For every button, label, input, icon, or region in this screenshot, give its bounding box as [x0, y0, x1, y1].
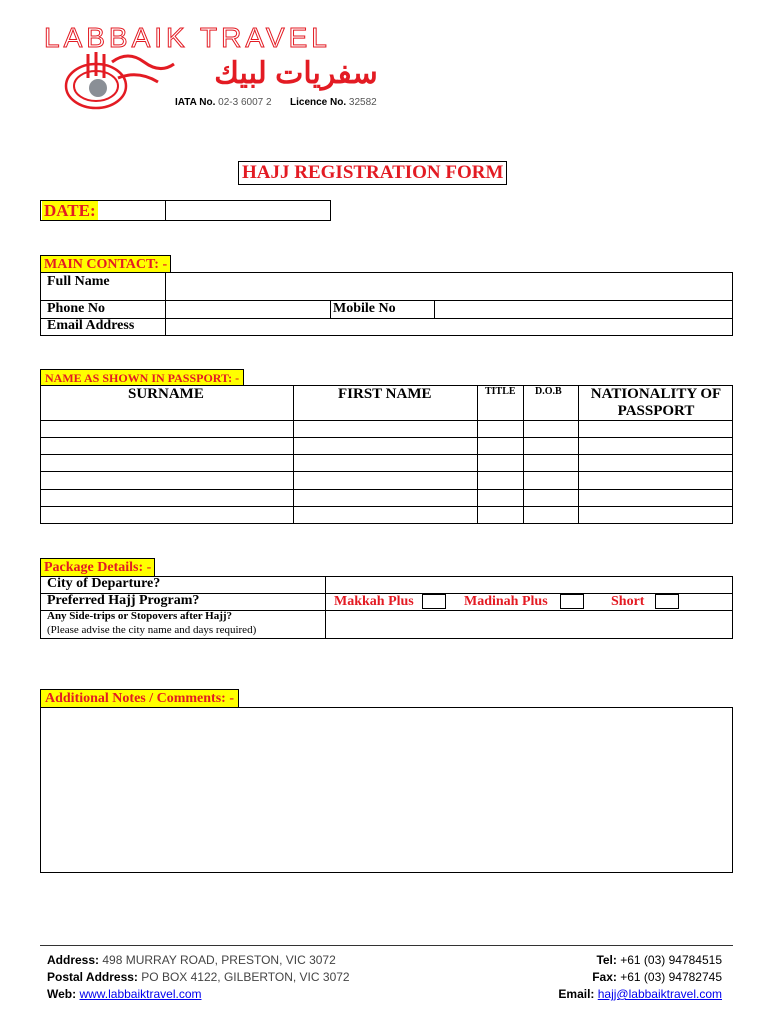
passport-cell-surname[interactable]	[41, 421, 292, 436]
email-footer-label: Email:	[558, 987, 595, 1001]
side-trips-hint: (Please advise the city name and days required)	[47, 624, 257, 636]
licence-value: 32582	[348, 97, 377, 108]
email-label: Email Address	[47, 318, 135, 333]
full-name-label: Full Name	[47, 274, 110, 289]
footer-divider	[40, 945, 733, 946]
option-short-label: Short	[611, 594, 645, 609]
licence-number	[290, 97, 377, 108]
passport-cell-first-name[interactable]	[294, 490, 476, 505]
package-heading: Package Details: -	[40, 558, 155, 577]
iata-value: 02-3 6007 2	[218, 97, 272, 108]
col-line	[325, 576, 326, 639]
phone-field[interactable]	[167, 301, 329, 317]
mobile-label: Mobile No	[333, 301, 396, 316]
passport-cell-nationality[interactable]	[579, 507, 732, 522]
passport-cell-nationality[interactable]	[579, 472, 732, 487]
side-trips-label: Any Side-trips or Stopovers after Hajj?	[47, 610, 233, 622]
address-label: Address:	[47, 953, 100, 967]
option-makkah-plus-checkbox[interactable]	[422, 594, 446, 609]
col-line	[165, 272, 166, 336]
passport-cell-surname[interactable]	[41, 507, 292, 522]
logo-emblem	[58, 48, 178, 110]
passport-cell-first-name[interactable]	[294, 421, 476, 436]
passport-cell-dob[interactable]	[524, 455, 577, 470]
passport-cell-title[interactable]	[478, 507, 522, 522]
iata-number	[175, 97, 272, 108]
passport-cell-surname[interactable]	[41, 455, 292, 470]
passport-cell-first-name[interactable]	[294, 472, 476, 487]
passport-cell-title[interactable]	[478, 438, 522, 453]
date-label: DATE:	[44, 201, 96, 220]
form-title: HAJJ REGISTRATION FORM	[238, 161, 507, 185]
email-field[interactable]	[167, 319, 731, 335]
col-header-dob: D.O.B	[535, 386, 562, 397]
mobile-field[interactable]	[436, 301, 732, 317]
passport-cell-dob[interactable]	[524, 490, 577, 505]
passport-cell-dob[interactable]	[524, 421, 577, 436]
full-name-field[interactable]	[167, 273, 731, 299]
passport-cell-title[interactable]	[478, 490, 522, 505]
passport-cell-first-name[interactable]	[294, 507, 476, 522]
passport-cell-first-name[interactable]	[294, 455, 476, 470]
col-line	[330, 300, 331, 318]
passport-cell-surname[interactable]	[41, 472, 292, 487]
passport-cell-dob[interactable]	[524, 472, 577, 487]
footer-tel	[596, 952, 722, 969]
side-trips-field[interactable]	[327, 611, 731, 638]
passport-cell-first-name[interactable]	[294, 438, 476, 453]
col-header-first-name: FIRST NAME	[338, 386, 432, 402]
email-link[interactable]: hajj@labbaiktravel.com	[597, 987, 722, 1001]
option-madinah-plus-label: Madinah Plus	[464, 594, 548, 609]
notes-field[interactable]	[40, 707, 733, 873]
footer-address	[47, 952, 336, 969]
passport-cell-surname[interactable]	[41, 490, 292, 505]
main-contact-heading: MAIN CONTACT: -	[40, 255, 171, 273]
col-header-surname: SURNAME	[128, 386, 204, 402]
web-link[interactable]: www.labbaiktravel.com	[79, 987, 202, 1001]
city-field[interactable]	[327, 577, 731, 592]
option-short-checkbox[interactable]	[655, 594, 679, 609]
brand-name: LABBAIK TRAVEL	[44, 22, 331, 53]
phone-label: Phone No	[47, 301, 105, 316]
passport-cell-nationality[interactable]	[579, 438, 732, 453]
col-header-title: TITLE	[485, 386, 516, 397]
city-label: City of Departure?	[47, 576, 161, 591]
footer-fax	[592, 969, 722, 986]
date-field[interactable]	[167, 201, 329, 220]
tel-value: +61 (03) 94784515	[620, 953, 722, 967]
address-value: 498 MURRAY ROAD, PRESTON, VIC 3072	[102, 953, 336, 967]
postal-label: Postal Address:	[47, 970, 138, 984]
passport-cell-nationality[interactable]	[579, 421, 732, 436]
passport-cell-nationality[interactable]	[579, 455, 732, 470]
passport-cell-surname[interactable]	[41, 438, 292, 453]
option-madinah-plus-checkbox[interactable]	[560, 594, 584, 609]
footer-web	[47, 986, 202, 1003]
program-label: Preferred Hajj Program?	[47, 593, 200, 608]
web-label: Web:	[47, 987, 77, 1001]
footer-postal	[47, 969, 350, 986]
passport-cell-dob[interactable]	[524, 438, 577, 453]
iata-label: IATA No.	[175, 97, 216, 108]
passport-cell-title[interactable]	[478, 421, 522, 436]
brand-arabic: سفريات لبيك	[214, 57, 378, 90]
footer-email	[558, 986, 722, 1003]
col-header-nationality	[579, 386, 733, 420]
date-divider	[165, 200, 166, 221]
passport-cell-nationality[interactable]	[579, 490, 732, 505]
licence-label: Licence No.	[290, 97, 347, 108]
option-makkah-plus-label: Makkah Plus	[334, 594, 414, 609]
notes-heading: Additional Notes / Comments: -	[40, 689, 239, 708]
postal-value: PO BOX 4122, GILBERTON, VIC 3072	[141, 970, 350, 984]
passport-cell-title[interactable]	[478, 472, 522, 487]
passport-heading: NAME AS SHOWN IN PASSPORT: -	[40, 369, 244, 386]
tel-label: Tel:	[596, 953, 617, 967]
col-header-nationality-line1: NATIONALITY OF	[590, 386, 722, 402]
col-line	[434, 300, 435, 318]
fax-value: +61 (03) 94782745	[620, 970, 722, 984]
passport-cell-title[interactable]	[478, 455, 522, 470]
col-header-nationality-line2: PASSPORT	[617, 403, 695, 419]
fax-label: Fax:	[592, 970, 617, 984]
passport-cell-dob[interactable]	[524, 507, 577, 522]
